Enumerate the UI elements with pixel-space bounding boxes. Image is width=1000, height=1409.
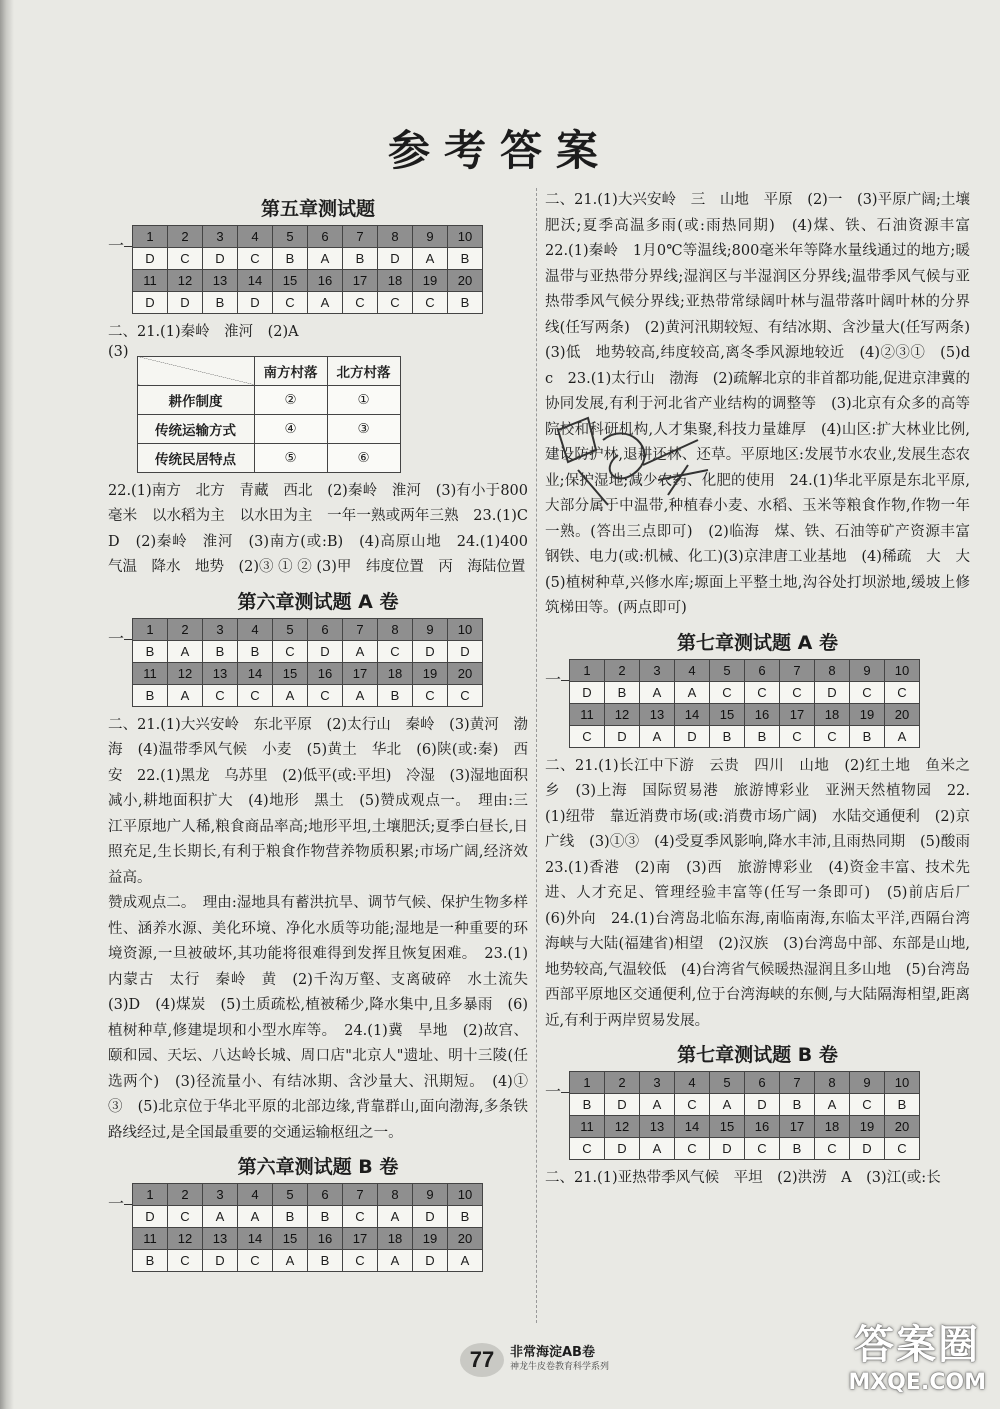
question-number: 18 bbox=[815, 703, 850, 725]
answer-row bbox=[133, 248, 483, 270]
table-cell: ② bbox=[254, 385, 327, 414]
question-number-row bbox=[570, 1072, 920, 1094]
question-number: 1 bbox=[133, 226, 168, 248]
answer-paragraph: 二、21.(1)亚热带季风气候 平坦 (2)洪涝 A (3)江(或:长 bbox=[545, 1170, 941, 1186]
question-number: 4 bbox=[238, 618, 273, 640]
answer-cell: B bbox=[133, 640, 168, 662]
answer-cell: B bbox=[203, 292, 238, 314]
answer-grid bbox=[132, 1183, 483, 1272]
question-number: 19 bbox=[850, 1116, 885, 1138]
question-number: 13 bbox=[640, 703, 675, 725]
answer-cell: B bbox=[780, 1138, 815, 1160]
question-number: 3 bbox=[203, 618, 238, 640]
answer-cell: D bbox=[815, 681, 850, 703]
ch5-answer-text-2 bbox=[108, 479, 543, 581]
question-number: 18 bbox=[378, 662, 413, 684]
question-number: 1 bbox=[570, 1072, 605, 1094]
mc-label: 一 bbox=[108, 1183, 132, 1214]
question-number: 4 bbox=[238, 1184, 273, 1206]
answer-row bbox=[133, 1206, 483, 1228]
ch6b-answer-text bbox=[545, 188, 985, 622]
question-number: 9 bbox=[850, 659, 885, 681]
answer-cell: A bbox=[238, 1206, 273, 1228]
answer-cell: C bbox=[675, 1138, 710, 1160]
question-number-row bbox=[570, 659, 920, 681]
question-number: 2 bbox=[168, 226, 203, 248]
answer-cell: D bbox=[605, 1094, 640, 1116]
answer-cell: B bbox=[448, 1206, 483, 1228]
mc-answers-ch6b bbox=[108, 1183, 528, 1272]
answer-cell: D bbox=[605, 725, 640, 747]
question-number: 16 bbox=[745, 1116, 780, 1138]
answer-cell: C bbox=[413, 292, 448, 314]
answer-cell: A bbox=[308, 292, 343, 314]
question-number: 8 bbox=[815, 659, 850, 681]
question-number: 12 bbox=[605, 1116, 640, 1138]
watermark-url: MXQE.COM bbox=[848, 1370, 986, 1395]
answer-cell: A bbox=[378, 1250, 413, 1272]
mc-label: 一 bbox=[108, 225, 132, 256]
answer-cell: D bbox=[378, 248, 413, 270]
table-cell: ④ bbox=[254, 414, 327, 443]
question-number: 16 bbox=[308, 270, 343, 292]
left-column bbox=[108, 188, 543, 1278]
answer-cell: C bbox=[448, 684, 483, 706]
answer-cell: B bbox=[780, 1094, 815, 1116]
mc-label: 一 bbox=[545, 659, 569, 690]
answer-cell: C bbox=[238, 1250, 273, 1272]
answer-paragraph: 二、21.(1)大兴安岭 东北平原 (2)太行山 秦岭 (3)黄河 渤海 (4)温带季风气候 小麦 (5)黄土 华北 (6)陕(或:秦) 西安 22.(1)黑龙 乌苏里 (2)低平(或:平坦) 冷湿 (3)湿地面积减小,耕地面积扩大 (4)地形 黑土 (5)赞成观点一。 理由:三江平原地广人稀,粮食商品率高;地形平坦,土壤肥沃;夏季白昼长,日照充足,生长期长,有利于粮食作物营养物质积累;市场广阔,经济效益高。 bbox=[108, 716, 528, 886]
question-number: 17 bbox=[343, 270, 378, 292]
table-row-header: 传统运输方式 bbox=[137, 414, 254, 443]
question-number: 2 bbox=[605, 1072, 640, 1094]
answer-cell: D bbox=[133, 1206, 168, 1228]
answer-cell: B bbox=[273, 248, 308, 270]
answer-paragraph: 二、21.(1)秦岭 淮河 (2)A bbox=[108, 324, 299, 340]
table-cell: ⑥ bbox=[327, 443, 400, 472]
series-label bbox=[510, 1346, 609, 1374]
question-number: 16 bbox=[308, 662, 343, 684]
table-row-header: 传统民居特点 bbox=[137, 443, 254, 472]
question-number: 16 bbox=[745, 703, 780, 725]
question-number: 9 bbox=[413, 1184, 448, 1206]
question-number: 12 bbox=[168, 1228, 203, 1250]
question-number: 14 bbox=[675, 703, 710, 725]
section-title-ch7b: 第七章测试题 B 卷 bbox=[677, 1044, 838, 1066]
answer-cell: A bbox=[640, 1138, 675, 1160]
answer-cell: D bbox=[605, 1138, 640, 1160]
answer-paragraph: 22.(1)南方 北方 青藏 西北 (2)秦岭 淮河 (3)有小于800毫米 以水稻为主 以水田为主 一年一熟或两年三熟 23.(1)C D (2)秦岭 淮河 (3)南方(或:B) (4)高原山地 24.(1)400 气温 降水 地势 (2)③ ① ② (3)甲 纬度位置 丙 海陆位置 bbox=[108, 482, 543, 575]
section-title-ch6b: 第六章测试题 B 卷 bbox=[237, 1156, 399, 1178]
answer-cell: B bbox=[850, 725, 885, 747]
question-number: 13 bbox=[203, 270, 238, 292]
answer-cell: D bbox=[570, 681, 605, 703]
question-number-row bbox=[133, 662, 483, 684]
table-cell: ⑤ bbox=[254, 443, 327, 472]
question-number: 6 bbox=[745, 1072, 780, 1094]
right-column bbox=[545, 188, 985, 1192]
question-number: 17 bbox=[343, 662, 378, 684]
question-number: 13 bbox=[203, 662, 238, 684]
answer-cell: C bbox=[850, 681, 885, 703]
question-number: 12 bbox=[168, 270, 203, 292]
answer-cell: C bbox=[815, 725, 850, 747]
question-number: 3 bbox=[203, 226, 238, 248]
question-number: 1 bbox=[133, 618, 168, 640]
answer-cell: C bbox=[745, 1138, 780, 1160]
question-number: 11 bbox=[570, 703, 605, 725]
question-number: 8 bbox=[378, 1184, 413, 1206]
question-number: 14 bbox=[238, 1228, 273, 1250]
answer-row bbox=[133, 292, 483, 314]
answer-cell: A bbox=[343, 640, 378, 662]
ch7b-answer-text bbox=[545, 1166, 970, 1192]
question-number: 15 bbox=[273, 1228, 308, 1250]
watermark bbox=[848, 1313, 986, 1395]
answer-cell: C bbox=[378, 640, 413, 662]
answer-cell: A bbox=[168, 640, 203, 662]
page-number: 77 bbox=[460, 1343, 504, 1377]
question-number: 20 bbox=[885, 1116, 920, 1138]
answer-cell: C bbox=[378, 292, 413, 314]
answer-cell: A bbox=[640, 725, 675, 747]
series-subtitle: 神龙牛皮卷教育科学系列 bbox=[510, 1362, 610, 1372]
question-number: 7 bbox=[343, 618, 378, 640]
answer-cell: D bbox=[850, 1138, 885, 1160]
question-number: 9 bbox=[850, 1072, 885, 1094]
answer-cell: C bbox=[570, 725, 605, 747]
answer-cell: A bbox=[815, 1094, 850, 1116]
question-number: 13 bbox=[640, 1116, 675, 1138]
answer-cell: D bbox=[168, 292, 203, 314]
answer-cell: C bbox=[745, 681, 780, 703]
answer-cell: C bbox=[203, 684, 238, 706]
question-number: 14 bbox=[238, 662, 273, 684]
question-number-row bbox=[133, 1228, 483, 1250]
question-number: 15 bbox=[710, 703, 745, 725]
answer-cell: B bbox=[308, 1250, 343, 1272]
question-number: 17 bbox=[343, 1228, 378, 1250]
answer-cell: B bbox=[710, 725, 745, 747]
answer-cell: C bbox=[413, 684, 448, 706]
question-number: 18 bbox=[378, 270, 413, 292]
answer-cell: C bbox=[710, 681, 745, 703]
question-number: 7 bbox=[343, 1184, 378, 1206]
question-number: 16 bbox=[308, 1228, 343, 1250]
question-number: 17 bbox=[780, 1116, 815, 1138]
answer-cell: A bbox=[885, 725, 920, 747]
answer-cell: A bbox=[273, 1250, 308, 1272]
answer-cell: A bbox=[273, 684, 308, 706]
answer-cell: D bbox=[413, 1206, 448, 1228]
question-number: 4 bbox=[675, 659, 710, 681]
question-number: 11 bbox=[570, 1116, 605, 1138]
question-number: 4 bbox=[675, 1072, 710, 1094]
mc-label: 一 bbox=[545, 1071, 569, 1102]
question-number: 9 bbox=[413, 226, 448, 248]
answer-cell: C bbox=[273, 292, 308, 314]
answer-cell: C bbox=[780, 681, 815, 703]
question-number: 10 bbox=[448, 618, 483, 640]
answer-cell: C bbox=[343, 1250, 378, 1272]
answer-cell: B bbox=[885, 1094, 920, 1116]
answer-paragraph: 二、21.(1)大兴安岭 三 山地 平原 (2)一 (3)平原广阔;土壤肥沃;夏季高温多雨(或:雨热同期) (4)煤、铁、石油资源丰富 22.(1)秦岭 1月0℃等温线;800毫米年等降水量线通过的地方;暖温带与亚热带分界线;湿润区与半湿润区分界线;温带季风气候与亚热带季风气候分界线;亚热带常绿阔叶林与温带落叶阔叶林的分界线(任写两条) (2)黄河汛期较短、有结冰期、含沙量大(任写两条) (3)低 地势较高,纬度较高,离冬季风源地较近 (4)②③① (5)d c 23.(1)太行山 渤海 (2)疏解北京的非首都功能,促进京津冀的协同发展,有利于河北省产业结构的调整等 (3)北京有众多的高等院校和科研机构,人才集聚,科技力量雄厚 (4)山区:扩大林业比例,建设防护林,退耕还林、还草。平原地区:发展节水农业,发展生态农业;保护湿地;减少农药、化肥的使用 24.(1)华北平原是东北平原,大部分属于中温带,种植春小麦、水稻、玉米等粮食作物,作物一年一熟。(答出三点即可) (2)临海 煤、铁、石油等矿产资源丰富 钢铁、电力(或:机械、化工)(3)京津唐工业基地 (4)稀疏 大 大 (5)植树种草,兴修水库;塬面上平整土地,沟谷处打坝淤地,缓坡上修筑梯田等。(两点即可) bbox=[545, 192, 985, 616]
comparison-table-wrap bbox=[108, 343, 528, 479]
question-number: 5 bbox=[710, 1072, 745, 1094]
page-binding-edge bbox=[0, 0, 14, 1409]
answer-cell: D bbox=[710, 1138, 745, 1160]
answer-cell: D bbox=[448, 640, 483, 662]
answer-cell: B bbox=[273, 1206, 308, 1228]
question-number: 11 bbox=[133, 1228, 168, 1250]
answer-row bbox=[133, 1250, 483, 1272]
question-number: 5 bbox=[273, 618, 308, 640]
answer-cell: D bbox=[203, 248, 238, 270]
answer-cell: C bbox=[238, 684, 273, 706]
answer-cell: C bbox=[343, 1206, 378, 1228]
question-number-row bbox=[570, 1116, 920, 1138]
answer-cell: A bbox=[640, 1094, 675, 1116]
question-number: 19 bbox=[413, 1228, 448, 1250]
question-number: 2 bbox=[168, 618, 203, 640]
answer-cell: B bbox=[745, 725, 780, 747]
table-cell: ① bbox=[327, 385, 400, 414]
question-number: 10 bbox=[885, 659, 920, 681]
question-number: 7 bbox=[343, 226, 378, 248]
mc-answers-ch7a bbox=[545, 659, 970, 748]
mc-label: 一 bbox=[108, 618, 132, 649]
answer-cell: B bbox=[203, 640, 238, 662]
answer-cell: A bbox=[168, 684, 203, 706]
table-cell: ③ bbox=[327, 414, 400, 443]
question-number: 19 bbox=[413, 270, 448, 292]
answer-cell: C bbox=[238, 248, 273, 270]
answer-cell: A bbox=[710, 1094, 745, 1116]
question-number: 8 bbox=[815, 1072, 850, 1094]
question-number: 7 bbox=[780, 659, 815, 681]
answer-row bbox=[133, 684, 483, 706]
question-number: 6 bbox=[308, 226, 343, 248]
question-number: 10 bbox=[885, 1072, 920, 1094]
answer-cell: A bbox=[640, 681, 675, 703]
answer-row bbox=[570, 1094, 920, 1116]
question-number: 20 bbox=[448, 1228, 483, 1250]
mc-answers-ch6a bbox=[108, 618, 528, 707]
table-col-header: 南方村落 bbox=[254, 356, 327, 385]
answer-cell: C bbox=[780, 725, 815, 747]
question-number: 18 bbox=[815, 1116, 850, 1138]
section-title-ch5: 第五章测试题 bbox=[260, 198, 375, 220]
answer-cell: D bbox=[308, 640, 343, 662]
answer-cell: B bbox=[308, 1206, 343, 1228]
handwritten-stamp-mark bbox=[548, 410, 718, 510]
answer-cell: C bbox=[168, 248, 203, 270]
answer-cell: D bbox=[133, 292, 168, 314]
answer-row bbox=[133, 640, 483, 662]
answer-cell: B bbox=[448, 248, 483, 270]
question-number: 3 bbox=[640, 1072, 675, 1094]
series-title: 非常海淀AB卷 bbox=[510, 1345, 595, 1360]
question-number: 9 bbox=[413, 618, 448, 640]
question-number: 17 bbox=[780, 703, 815, 725]
question-number: 1 bbox=[570, 659, 605, 681]
table-corner bbox=[137, 356, 254, 385]
answer-cell: B bbox=[448, 292, 483, 314]
answer-paragraph: 赞成观点二。 理由:湿地具有蓄洪抗旱、调节气候、保护生物多样性、涵养水源、美化环境、净化水质等功能;湿地是一种重要的环境资源,一旦被破坏,其功能将很难得到发挥且恢复困难。 23.(1)内蒙古 太行 秦岭 黄 (2)千沟万壑、支离破碎 水土流失 (3)D (4)煤炭 (5)土质疏松,植被稀少,降水集中,且多暴雨 (6)植树种草,修建堤坝和小型水库等。 24.(1)冀 旱地 (2)故宫、颐和园、天坛、八达岭长城、周口店"北京人"遗址、明十三陵(任选两个) (3)径流量小、有结冰期、含沙量大、汛期短。 (4)① ③ (5)北京位于华北平原的北部边缘,背靠群山,面向渤海,多条铁路线经过,是全国最重要的交通运输枢纽之一。 bbox=[108, 895, 543, 1141]
question-number: 5 bbox=[273, 1184, 308, 1206]
section-title-ch6a: 第六章测试题 A 卷 bbox=[237, 590, 399, 613]
answer-grid bbox=[569, 659, 920, 748]
answer-cell: A bbox=[675, 681, 710, 703]
answer-cell: C bbox=[570, 1138, 605, 1160]
table-row-header: 耕作制度 bbox=[137, 385, 254, 414]
question-number: 14 bbox=[675, 1116, 710, 1138]
answer-cell: A bbox=[308, 248, 343, 270]
question-number: 4 bbox=[238, 226, 273, 248]
question-number: 20 bbox=[448, 270, 483, 292]
answer-cell: D bbox=[133, 248, 168, 270]
answer-cell: A bbox=[203, 1206, 238, 1228]
answer-cell: B bbox=[570, 1094, 605, 1116]
question-number: 8 bbox=[378, 618, 413, 640]
answer-cell: B bbox=[343, 248, 378, 270]
page-title: 参考答案 bbox=[387, 126, 612, 175]
answer-cell: A bbox=[378, 1206, 413, 1228]
question-number: 15 bbox=[273, 270, 308, 292]
answer-cell: C bbox=[815, 1138, 850, 1160]
answer-cell: C bbox=[850, 1094, 885, 1116]
question-number-row bbox=[570, 703, 920, 725]
question-number: 18 bbox=[378, 1228, 413, 1250]
watermark-logo: 答案圈 bbox=[854, 1322, 981, 1368]
answer-grid bbox=[132, 618, 483, 707]
mc-answers-ch7b bbox=[545, 1071, 970, 1160]
question-number: 15 bbox=[710, 1116, 745, 1138]
answer-cell: C bbox=[343, 292, 378, 314]
answer-cell: C bbox=[885, 1138, 920, 1160]
question-number-row bbox=[133, 1184, 483, 1206]
mc-answers-ch5 bbox=[108, 225, 528, 314]
question-number: 2 bbox=[168, 1184, 203, 1206]
question-number: 1 bbox=[133, 1184, 168, 1206]
answer-cell: D bbox=[203, 1250, 238, 1272]
answer-grid bbox=[132, 225, 483, 314]
question-number: 8 bbox=[378, 226, 413, 248]
question-number: 11 bbox=[133, 662, 168, 684]
answer-cell: D bbox=[675, 725, 710, 747]
answer-cell: C bbox=[168, 1250, 203, 1272]
question-number: 11 bbox=[133, 270, 168, 292]
question-number: 15 bbox=[273, 662, 308, 684]
village-comparison-table bbox=[137, 356, 401, 473]
answer-cell: A bbox=[448, 1250, 483, 1272]
answer-cell: B bbox=[605, 681, 640, 703]
question-number: 5 bbox=[273, 226, 308, 248]
table-prefix: (3) bbox=[108, 343, 129, 360]
answer-grid bbox=[569, 1071, 920, 1160]
answer-cell: D bbox=[745, 1094, 780, 1116]
question-number: 13 bbox=[203, 1228, 238, 1250]
answer-row bbox=[570, 725, 920, 747]
question-number-row bbox=[133, 270, 483, 292]
question-number: 10 bbox=[448, 226, 483, 248]
answer-cell: C bbox=[675, 1094, 710, 1116]
section-title-ch7a: 第七章测试题 A 卷 bbox=[677, 631, 838, 654]
ch6a-answer-text bbox=[108, 713, 543, 1147]
question-number: 3 bbox=[203, 1184, 238, 1206]
column-divider bbox=[536, 188, 537, 1323]
answer-cell: D bbox=[238, 292, 273, 314]
answer-cell: B bbox=[133, 1250, 168, 1272]
question-number: 19 bbox=[850, 703, 885, 725]
answer-cell: B bbox=[133, 684, 168, 706]
answer-paragraph: 二、21.(1)长江中下游 云贵 四川 山地 (2)红土地 鱼米之乡 (3)上海 国际贸易港 旅游博彩业 亚洲天然植物园 22.(1)纽带 靠近消费市场(或:消费市场广阔) 水陆交通便利 (2)京广线 (3)①③ (4)受夏季风影响,降水丰沛,且雨热同期 (5)酸雨 23.(1)香港 (2)南 (3)西 旅游博彩业 (4)资金丰富、技术先进、人才充足、管理经验丰富等(任写一条即可) (5)前店后厂 (6)外向 24.(1)台湾岛北临东海,南临南海,东临太平洋,西隔台湾海峡与大陆(福建省)相望 (2)汉族 (3)台湾岛中部、东部是山地,地势较高,气温较低 (4)台湾省气候暖热湿润且多山地 (5)台湾岛西部平原地区交通便利,位于台湾海峡的东侧,与大陆隔海相望,距离近,有利于两岸贸易发展。 bbox=[545, 757, 985, 1029]
answer-cell: C bbox=[168, 1206, 203, 1228]
question-number: 14 bbox=[238, 270, 273, 292]
answer-cell: B bbox=[378, 684, 413, 706]
question-number: 12 bbox=[605, 703, 640, 725]
answer-cell: C bbox=[308, 684, 343, 706]
page-footer bbox=[460, 1343, 609, 1377]
question-number: 6 bbox=[308, 1184, 343, 1206]
question-number: 3 bbox=[640, 659, 675, 681]
answer-cell: D bbox=[413, 1250, 448, 1272]
question-number: 19 bbox=[413, 662, 448, 684]
answer-cell: A bbox=[343, 684, 378, 706]
question-number: 20 bbox=[885, 703, 920, 725]
question-number-row bbox=[133, 618, 483, 640]
answer-cell: D bbox=[413, 640, 448, 662]
question-number: 12 bbox=[168, 662, 203, 684]
question-number: 2 bbox=[605, 659, 640, 681]
question-number: 20 bbox=[448, 662, 483, 684]
answer-cell: B bbox=[238, 640, 273, 662]
answer-cell: C bbox=[273, 640, 308, 662]
question-number: 5 bbox=[710, 659, 745, 681]
ch7a-answer-text bbox=[545, 754, 985, 1035]
ch5-answer-text-1 bbox=[108, 320, 528, 346]
answer-cell: C bbox=[885, 681, 920, 703]
answer-row bbox=[570, 1138, 920, 1160]
table-col-header: 北方村落 bbox=[327, 356, 400, 385]
question-number: 6 bbox=[745, 659, 780, 681]
question-number: 10 bbox=[448, 1184, 483, 1206]
question-number: 6 bbox=[308, 618, 343, 640]
question-number-row bbox=[133, 226, 483, 248]
question-number: 7 bbox=[780, 1072, 815, 1094]
answer-cell: A bbox=[413, 248, 448, 270]
answer-row bbox=[570, 681, 920, 703]
